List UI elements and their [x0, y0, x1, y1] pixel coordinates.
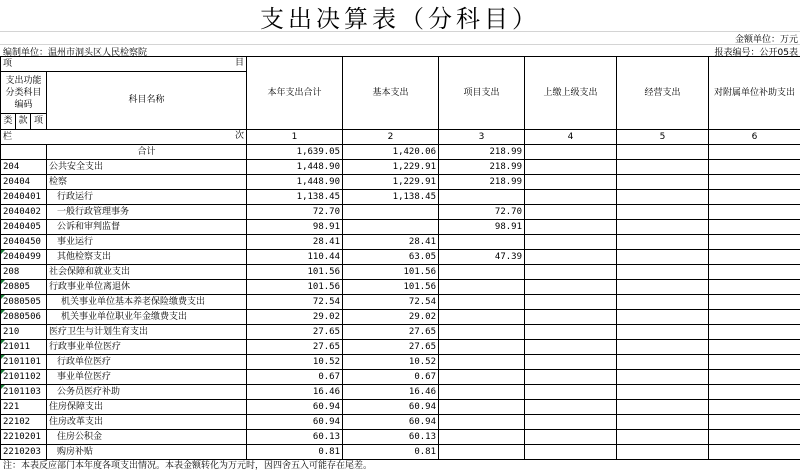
footnote: 注：本表反应部门本年度各项支出情况。本表金额转化为万元时，因四舍五入可能存在尾差。: [3, 461, 373, 471]
row-operating: [617, 400, 709, 415]
row-project: [439, 400, 525, 415]
table-row: [1, 340, 800, 355]
row-operating: [617, 385, 709, 400]
row-code: 2040499: [1, 250, 47, 265]
row-total: 101.56: [247, 280, 343, 295]
row-subsidy: [709, 340, 800, 355]
row-operating: [617, 175, 709, 190]
row-project: [439, 325, 525, 340]
row-name: 行政运行: [47, 190, 247, 205]
table-row: [1, 310, 800, 325]
row-subsidy: [709, 430, 800, 445]
row-operating: [617, 265, 709, 280]
row-code: 2040405: [1, 220, 47, 235]
row-subsidy: [709, 280, 800, 295]
row-operating: [617, 445, 709, 460]
row-total: 60.94: [247, 415, 343, 430]
table-row: [1, 190, 800, 205]
row-subsidy: [709, 220, 800, 235]
row-name: 医疗卫生与计划生育支出: [47, 325, 247, 340]
row-total: 27.65: [247, 340, 343, 355]
row-subsidy: [709, 145, 800, 160]
subject-name-header: 科目名称: [47, 72, 247, 130]
row-basic: 1,420.06: [343, 145, 439, 160]
row-code: 2101101: [1, 355, 47, 370]
row-remit: [525, 340, 617, 355]
row-operating: [617, 295, 709, 310]
row-remit: [525, 370, 617, 385]
row-subsidy: [709, 325, 800, 340]
row-remit: [525, 280, 617, 295]
col-total-header: 本年支出合计: [247, 57, 343, 130]
row-operating: [617, 415, 709, 430]
row-remit: [525, 250, 617, 265]
row-name: 公共安全支出: [47, 160, 247, 175]
col-remit-header: 上缴上级支出: [525, 57, 617, 130]
row-code: 21011: [1, 340, 47, 355]
row-name: 事业单位医疗: [47, 370, 247, 385]
row-total: 10.52: [247, 355, 343, 370]
row-basic: 72.54: [343, 295, 439, 310]
row-operating: [617, 250, 709, 265]
row-code: 2040402: [1, 205, 47, 220]
row-total: 29.02: [247, 310, 343, 325]
table-row: [1, 370, 800, 385]
row-total: 101.56: [247, 265, 343, 280]
col-project-header: 项目支出: [439, 57, 525, 130]
row-subsidy: [709, 385, 800, 400]
row-name: 事业运行: [47, 235, 247, 250]
row-code: 20404: [1, 175, 47, 190]
row-basic: 1,229.91: [343, 175, 439, 190]
col-num: 1: [247, 130, 343, 145]
header-mu: 目: [235, 58, 245, 68]
row-code: 2080506: [1, 310, 47, 325]
table-number: 报表编号：公开05表: [714, 48, 798, 58]
table-row: [1, 160, 800, 175]
row-basic: 27.65: [343, 325, 439, 340]
row-subsidy: [709, 370, 800, 385]
table-row: [1, 325, 800, 340]
row-project: [439, 340, 525, 355]
row-basic: 0.67: [343, 370, 439, 385]
row-total: 28.41: [247, 235, 343, 250]
row-project: 218.99: [439, 145, 525, 160]
row-remit: [525, 220, 617, 235]
col-num: 5: [617, 130, 709, 145]
row-subsidy: [709, 160, 800, 175]
col-subsidy-header: 对附属单位补助支出: [709, 57, 800, 130]
row-operating: [617, 235, 709, 250]
row-total: 1,448.90: [247, 175, 343, 190]
row-remit: [525, 400, 617, 415]
row-name: 住房改革支出: [47, 415, 247, 430]
row-remit: [525, 190, 617, 205]
row-total: 98.91: [247, 220, 343, 235]
row-total: 1,639.05: [247, 145, 343, 160]
header-lan: 栏: [3, 131, 13, 142]
row-basic: 27.65: [343, 340, 439, 355]
row-basic: 101.56: [343, 280, 439, 295]
table-row: [1, 265, 800, 280]
grid-line: [0, 31, 800, 32]
row-code: [1, 145, 47, 160]
total-row: [1, 145, 800, 160]
row-code: 20805: [1, 280, 47, 295]
table-row: [1, 220, 800, 235]
row-basic: 60.94: [343, 400, 439, 415]
row-name: 社会保障和就业支出: [47, 265, 247, 280]
row-code: 2210203: [1, 445, 47, 460]
row-operating: [617, 355, 709, 370]
row-remit: [525, 430, 617, 445]
row-remit: [525, 145, 617, 160]
row-operating: [617, 280, 709, 295]
row-name: 机关事业单位职业年金缴费支出: [47, 310, 247, 325]
row-subsidy: [709, 310, 800, 325]
reporting-org: 编制单位：温州市洞头区人民检察院: [3, 48, 148, 58]
row-basic: 1,138.45: [343, 190, 439, 205]
row-project: 47.39: [439, 250, 525, 265]
row-subsidy: [709, 190, 800, 205]
row-project: 218.99: [439, 160, 525, 175]
row-basic: 60.13: [343, 430, 439, 445]
row-operating: [617, 145, 709, 160]
row-operating: [617, 205, 709, 220]
row-basic: 60.94: [343, 415, 439, 430]
col-basic-header: 基本支出: [343, 57, 439, 130]
row-subsidy: [709, 250, 800, 265]
row-subsidy: [709, 295, 800, 310]
table-row: [1, 250, 800, 265]
row-subsidy: [709, 265, 800, 280]
row-operating: [617, 190, 709, 205]
row-remit: [525, 310, 617, 325]
row-remit: [525, 265, 617, 280]
col-num: 6: [709, 130, 800, 145]
row-project: [439, 430, 525, 445]
table-row: [1, 295, 800, 310]
row-subsidy: [709, 175, 800, 190]
expenditure-table: [0, 56, 800, 460]
table-row: [1, 430, 800, 445]
table-row: [1, 400, 800, 415]
row-basic: 16.46: [343, 385, 439, 400]
header-xiang2: 项: [31, 114, 47, 130]
header-lei: 类: [1, 114, 16, 130]
row-code: 2040401: [1, 190, 47, 205]
row-operating: [617, 340, 709, 355]
row-name: 住房公积金: [47, 430, 247, 445]
report-title: 支出决算表（分科目）: [260, 5, 540, 33]
table-row: [1, 280, 800, 295]
col-num: 3: [439, 130, 525, 145]
row-operating: [617, 325, 709, 340]
row-total: 1,448.90: [247, 160, 343, 175]
col-num: 2: [343, 130, 439, 145]
row-name: 行政事业单位医疗: [47, 340, 247, 355]
row-project: 218.99: [439, 175, 525, 190]
row-basic: [343, 205, 439, 220]
row-total: 27.65: [247, 325, 343, 340]
row-project: [439, 190, 525, 205]
row-total: 0.67: [247, 370, 343, 385]
row-total: 60.13: [247, 430, 343, 445]
row-operating: [617, 430, 709, 445]
row-remit: [525, 325, 617, 340]
table-row: [1, 205, 800, 220]
row-project: [439, 310, 525, 325]
row-project: 72.70: [439, 205, 525, 220]
row-operating: [617, 220, 709, 235]
row-code: 221: [1, 400, 47, 415]
row-remit: [525, 160, 617, 175]
row-code: 2080505: [1, 295, 47, 310]
amount-unit: 金额单位：万元: [734, 35, 798, 45]
header-xiang: 项: [3, 58, 13, 69]
row-project: [439, 370, 525, 385]
header-lan-ci: [1, 130, 247, 145]
row-project: [439, 445, 525, 460]
row-remit: [525, 415, 617, 430]
row-project: [439, 280, 525, 295]
row-operating: [617, 160, 709, 175]
row-subsidy: [709, 205, 800, 220]
row-remit: [525, 385, 617, 400]
row-name: 行政单位医疗: [47, 355, 247, 370]
row-code: 2101102: [1, 370, 47, 385]
col-num: 4: [525, 130, 617, 145]
row-project: [439, 235, 525, 250]
header-kuan: 款: [16, 114, 31, 130]
row-name: 购房补贴: [47, 445, 247, 460]
table-row: [1, 415, 800, 430]
row-name: 住房保障支出: [47, 400, 247, 415]
row-total: 16.46: [247, 385, 343, 400]
header-xiang-mu: [1, 57, 247, 72]
row-name: 一般行政管理事务: [47, 205, 247, 220]
table-row: [1, 385, 800, 400]
row-code: 22102: [1, 415, 47, 430]
row-total: 0.81: [247, 445, 343, 460]
row-remit: [525, 205, 617, 220]
row-name: 机关事业单位基本养老保险缴费支出: [47, 295, 247, 310]
row-operating: [617, 370, 709, 385]
row-code: 210: [1, 325, 47, 340]
table-row: [1, 355, 800, 370]
row-remit: [525, 355, 617, 370]
row-total: 1,138.45: [247, 190, 343, 205]
row-code: 2101103: [1, 385, 47, 400]
row-total: 110.44: [247, 250, 343, 265]
row-project: [439, 415, 525, 430]
col-operating-header: 经营支出: [617, 57, 709, 130]
row-subsidy: [709, 400, 800, 415]
row-project: [439, 355, 525, 370]
row-remit: [525, 175, 617, 190]
row-project: [439, 295, 525, 310]
row-total: 72.70: [247, 205, 343, 220]
func-code-header: 支出功能分类科目编码: [1, 72, 47, 114]
row-operating: [617, 310, 709, 325]
row-basic: 0.81: [343, 445, 439, 460]
row-remit: [525, 295, 617, 310]
row-code: 208: [1, 265, 47, 280]
row-project: 98.91: [439, 220, 525, 235]
row-basic: [343, 220, 439, 235]
table-row: [1, 235, 800, 250]
row-subsidy: [709, 415, 800, 430]
row-subsidy: [709, 235, 800, 250]
row-subsidy: [709, 355, 800, 370]
row-basic: 63.05: [343, 250, 439, 265]
row-basic: 28.41: [343, 235, 439, 250]
row-project: [439, 265, 525, 280]
row-code: 2040450: [1, 235, 47, 250]
row-project: [439, 385, 525, 400]
row-name: 公诉和审判监督: [47, 220, 247, 235]
table-row: [1, 175, 800, 190]
row-code: 204: [1, 160, 47, 175]
row-basic: 10.52: [343, 355, 439, 370]
row-basic: 101.56: [343, 265, 439, 280]
row-name: 行政事业单位离退休: [47, 280, 247, 295]
row-remit: [525, 235, 617, 250]
header-ci: 次: [235, 131, 245, 141]
row-code: 2210201: [1, 430, 47, 445]
row-basic: 29.02: [343, 310, 439, 325]
row-name: 检察: [47, 175, 247, 190]
row-name: 公务员医疗补助: [47, 385, 247, 400]
row-name: 合计: [47, 145, 247, 160]
row-total: 72.54: [247, 295, 343, 310]
row-total: 60.94: [247, 400, 343, 415]
row-basic: 1,229.91: [343, 160, 439, 175]
row-subsidy: [709, 445, 800, 460]
row-name: 其他检察支出: [47, 250, 247, 265]
row-remit: [525, 445, 617, 460]
